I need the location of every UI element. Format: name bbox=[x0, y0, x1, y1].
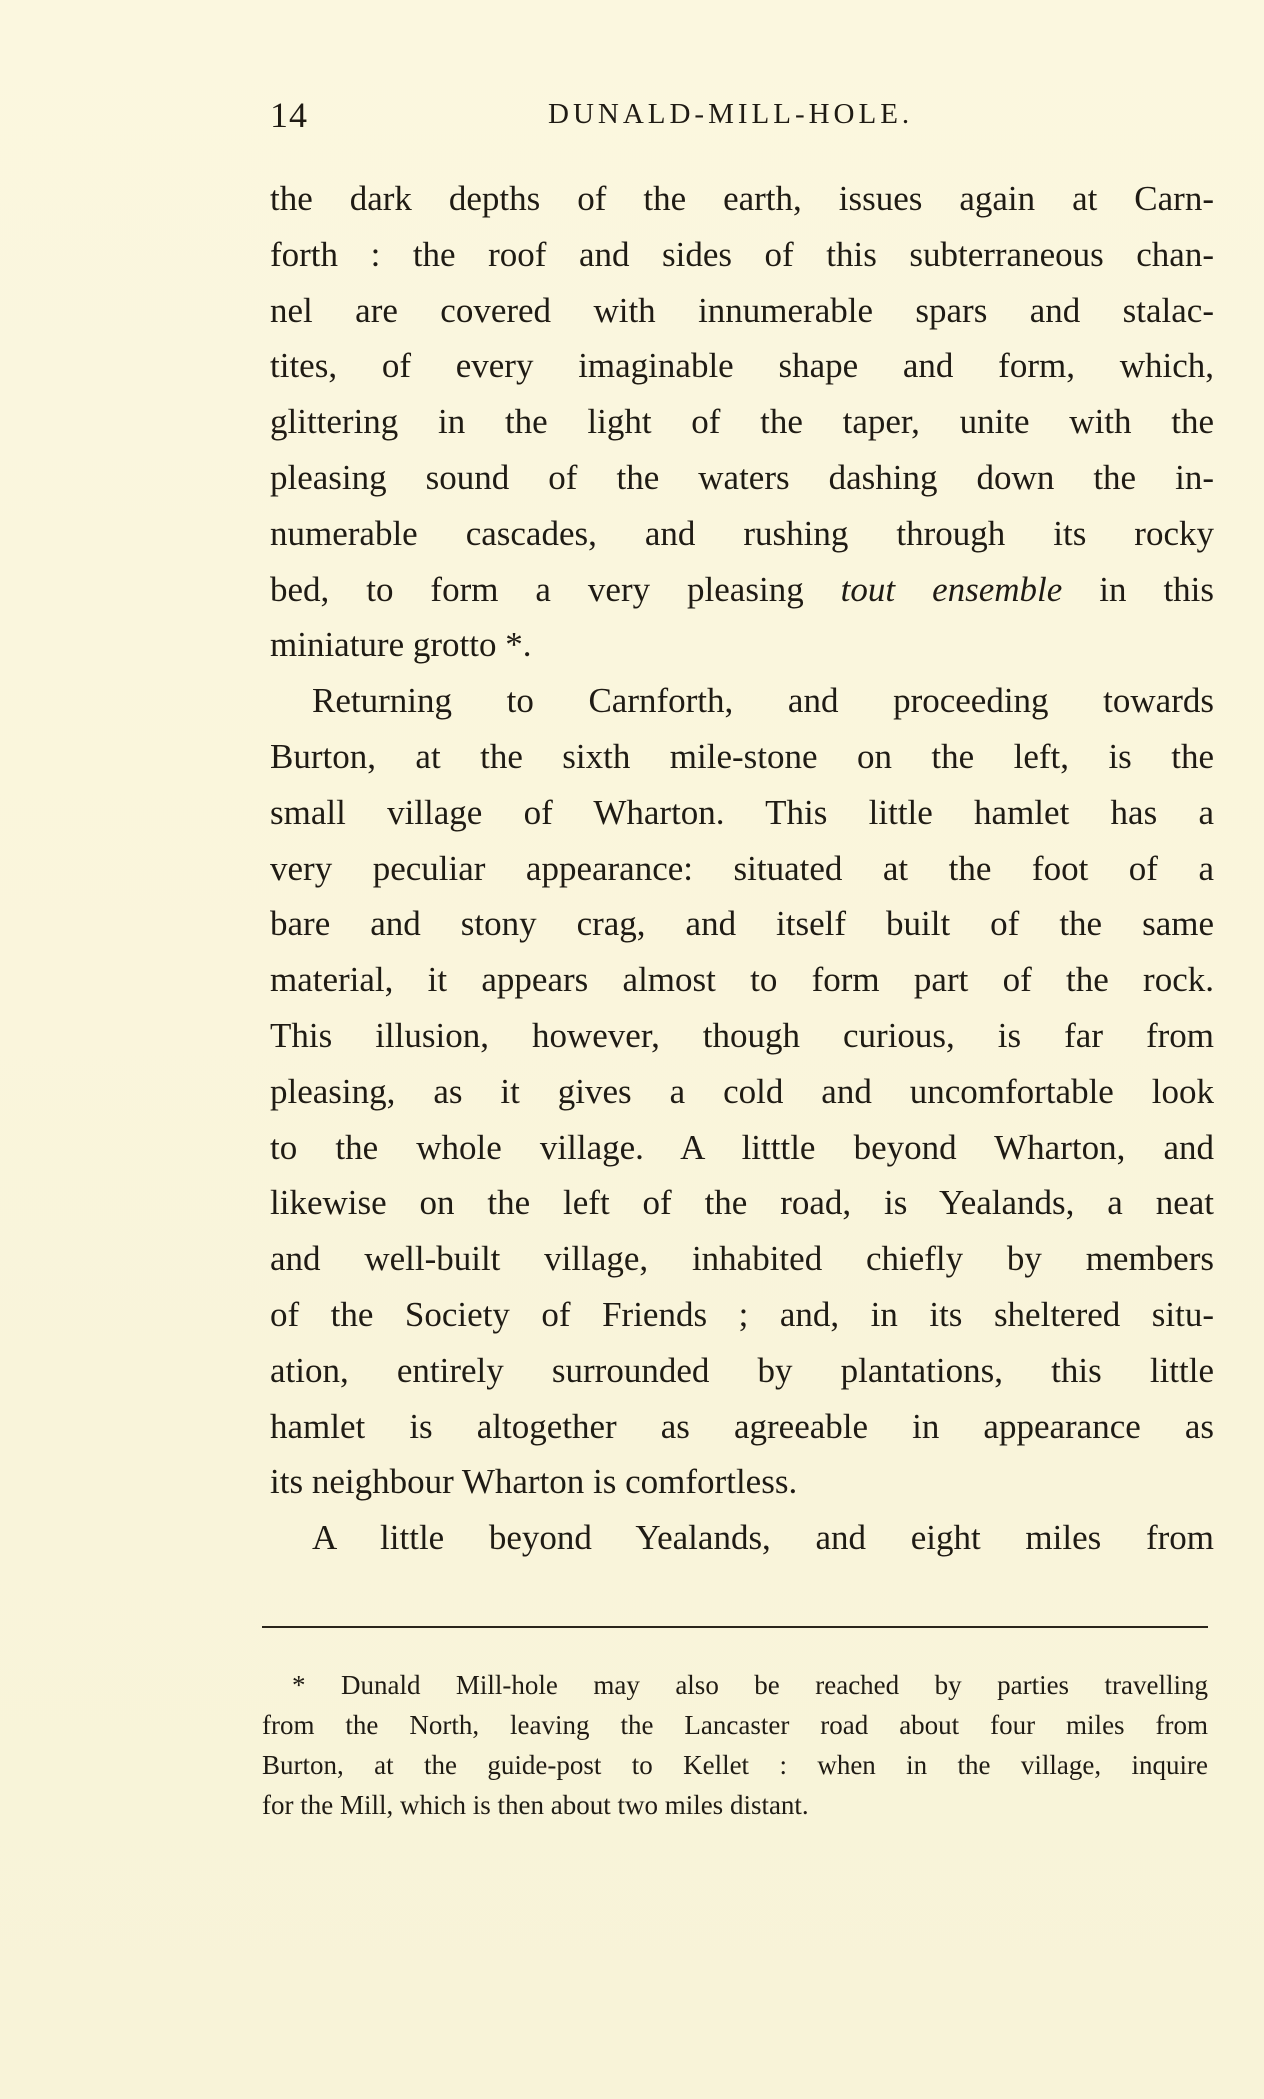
text-line: nel are covered with innumerable spars and stalac- bbox=[270, 290, 1214, 330]
text-line: its neighbour Wharton is comfortless. bbox=[270, 1462, 798, 1502]
text-line: pleasing, as it gives a cold and uncomfortable look bbox=[270, 1071, 1214, 1111]
text-segment: in this bbox=[1099, 569, 1215, 609]
running-head bbox=[270, 94, 1214, 144]
text-line: and well-built village, inhabited chiefly by members bbox=[270, 1239, 1214, 1279]
paragraph-first-line: Returning to Carnforth, and proceeding towards bbox=[312, 681, 1214, 721]
footnote-rule bbox=[262, 1626, 1208, 1628]
text-line-with-italic bbox=[270, 562, 1214, 618]
text-line: the dark depths of the earth, issues again at Carn- bbox=[270, 179, 1214, 218]
text-line: ation, entirely surrounded by plantations, this little bbox=[270, 1350, 1214, 1390]
text-line: forth : the roof and sides of this subterraneous chan- bbox=[270, 234, 1214, 274]
text-line: numerable cascades, and rushing through its rocky bbox=[270, 513, 1214, 553]
body-text bbox=[270, 171, 1214, 1566]
footnote-line: * Dunald Mill-hole may also be reached by parties travelling bbox=[292, 1670, 1208, 1700]
footnote-line: for the Mill, which is then about two miles distant. bbox=[262, 1790, 809, 1820]
text-line: tites, of every imaginable shape and form, which, bbox=[270, 346, 1214, 386]
text-line: small village of Wharton. This little hamlet has a bbox=[270, 792, 1214, 832]
text-line: glittering in the light of the taper, unite with the bbox=[270, 402, 1214, 442]
text-line: to the whole village. A litttle beyond Wharton, and bbox=[270, 1127, 1214, 1167]
text-line: Burton, at the sixth mile-stone on the left, is the bbox=[270, 736, 1214, 776]
paragraph-first-line: A little beyond Yealands, and eight miles from bbox=[312, 1518, 1214, 1558]
text-line: hamlet is altogether as agreeable in appearance as bbox=[270, 1406, 1214, 1446]
text-line: miniature grotto *. bbox=[270, 625, 532, 665]
page-number: 14 bbox=[270, 95, 308, 135]
text-line: very peculiar appearance: situated at the foot of a bbox=[270, 848, 1214, 888]
text-line: likewise on the left of the road, is Yealands, a neat bbox=[270, 1183, 1214, 1223]
text-line: This illusion, however, though curious, is far from bbox=[270, 1015, 1214, 1055]
text-line: material, it appears almost to form part of the rock. bbox=[270, 960, 1214, 1000]
text-line: of the Society of Friends ; and, in its sheltered situ- bbox=[270, 1294, 1214, 1334]
italic-phrase: tout ensemble bbox=[840, 569, 1063, 609]
footnote-line: Burton, at the guide-post to Kellet : when in the village, inquire bbox=[262, 1750, 1208, 1780]
text-line: pleasing sound of the waters dashing down the in- bbox=[270, 457, 1214, 497]
footnote-line: from the North, leaving the Lancaster road about four miles from bbox=[262, 1710, 1208, 1740]
text-line: bare and stony crag, and itself built of the same bbox=[270, 904, 1214, 944]
running-title: DUNALD-MILL-HOLE. bbox=[548, 98, 914, 130]
footnote bbox=[262, 1665, 1208, 1825]
text-segment: bed, to form a very pleasing bbox=[270, 569, 804, 609]
